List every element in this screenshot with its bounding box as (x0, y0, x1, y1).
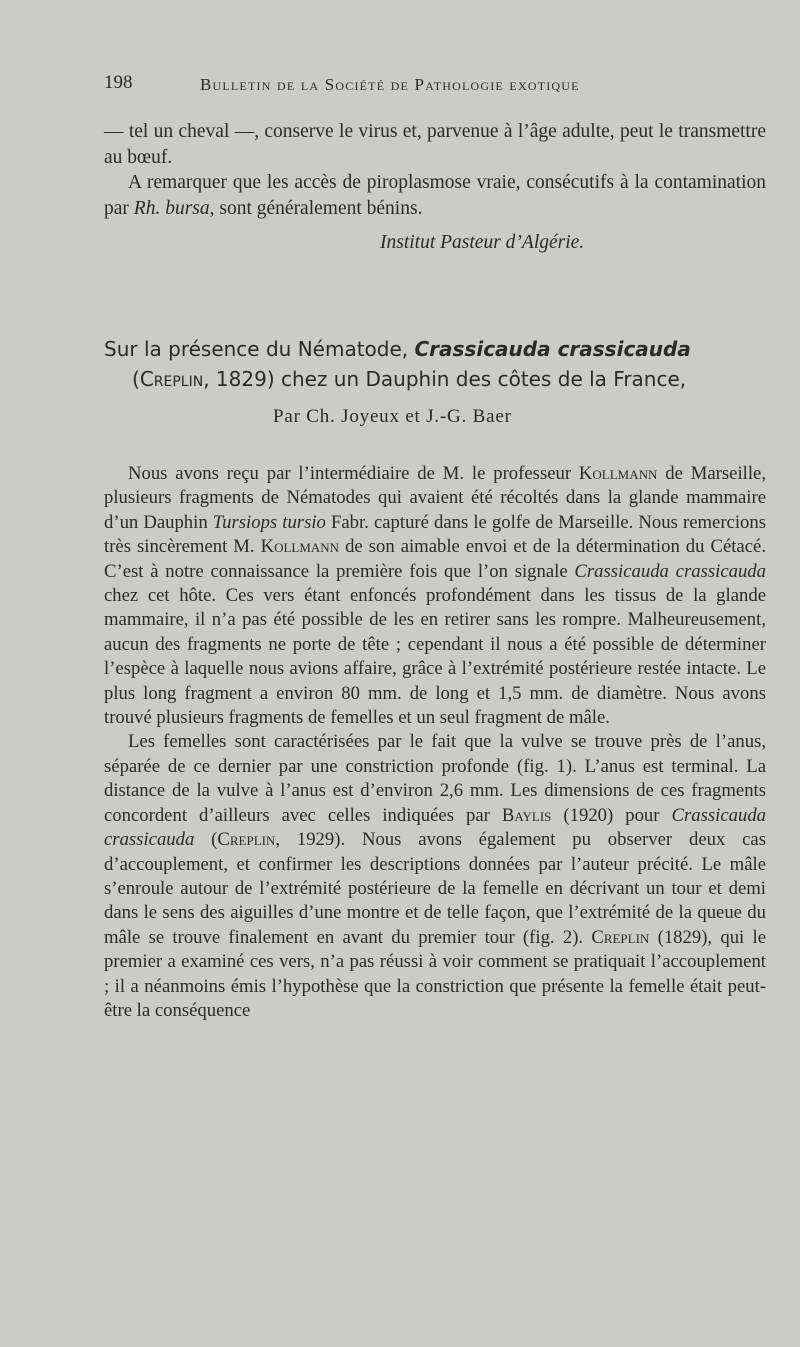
person-name: Kollmann (260, 536, 340, 558)
species-name: Crassicauda crassicauda (414, 337, 691, 361)
article-authors: Par Ch. Joyeux et J.-G. Baer (273, 406, 512, 427)
text: (1920) pour (551, 804, 672, 826)
paragraph-remark (104, 170, 766, 221)
body-paragraph-2 (104, 730, 766, 1023)
person-name: Creplin (217, 829, 276, 851)
article-title-line-1 (104, 337, 691, 361)
text: Les femelles sont caractérisées par le fait que la vulve se trouve près de l’anus, séparée de ce dernier par une constriction profonde (fig. 1). L’anus est terminal. La distance de la vulve à l’anus est d’environ 2,6 mm. Les dimensions de ces fragments concordent d’ailleurs avec celles indiquées par (104, 731, 766, 826)
paragraph-continuation: — tel un cheval —, conserve le virus et, parvenue à l’âge adulte, peut le transmettre au bœuf. (104, 121, 766, 168)
person-name: Kollmann (578, 463, 658, 484)
text: , 1929). Nous avons également pu observer deux cas d’accouplement, et confirmer les descriptions données par l’auteur précité. Le mâle s’enroule autour de l’extrémité postérieure de la femelle en décrivant un tour et demi dans le sens des aiguilles d’une montre et de telle façon, que l’extrémité de la queue du mâle se trouve finalement en avant du premier tour (fig. 2). (104, 829, 766, 948)
species-name: Crassicauda crassicauda (104, 804, 767, 851)
previous-article-ending (104, 119, 766, 221)
text: de son aimable envoi et de la détermination du Cétacé. C’est à notre connaissance la première fois que l’on signale (104, 536, 766, 582)
page-number: 198 (104, 72, 133, 93)
text: de Marseille, plusieurs fragments de Nématodes qui avaient été récoltés dans la glande mammaire d’un Dauphin (104, 463, 766, 533)
running-head: Bulletin de la Société de Pathologie exotique (200, 75, 580, 94)
text: , 1829) chez un Dauphin des côtes de la France, (203, 367, 687, 391)
person-name: Creplin (591, 926, 650, 948)
text: , sont généralement bénins. (209, 197, 423, 219)
author-name: Creplin (139, 367, 204, 391)
text: Fabr. capturé dans le golfe de Marseille. Nous remercions très sincèrement M. (104, 511, 766, 558)
text: ( (132, 367, 140, 391)
species-name: Rh. bursa (133, 197, 210, 219)
body-paragraph-1 (104, 462, 766, 730)
text: (1829), qui le premier a examiné ces vers, n’a pas réussi à voir comment se pratiquait l’accouplement ; il a néanmoins émis l’hypothèse que la constriction que présente la femelle était peut-être la conséquence (104, 926, 766, 1021)
person-name: Baylis (501, 804, 552, 826)
article-title-line-2 (132, 367, 686, 391)
article-body (104, 462, 766, 1023)
text: A remarquer que les accès de piroplasmose vraie, consécutifs à la contamination par (104, 172, 766, 219)
page-header (104, 72, 674, 102)
species-name: Tursiops tursio (212, 511, 326, 533)
text: chez cet hôte. Ces vers étant enfoncés profondément dans les tissus de la glande mammaire, il n’a pas été possible de les en retirer sans les rompre. Malheureusement, aucun des fragments ne porte de tête ; cependant il nous a été possible de déterminer l’espèce à laquelle nous avions affaire, grâce à l’extrémité postérieure restée intacte. Le plus long fragment a environ 80 mm. de long et 1,5 mm. de diamètre. Nous avons trouvé plusieurs fragments de femelles et un seul fragment de mâle. (104, 585, 766, 729)
text: ( (194, 829, 218, 851)
species-name: Crassicauda crassicauda (574, 560, 766, 582)
text: Nous avons reçu par l’intermédiaire de M. le professeur (128, 463, 579, 484)
text: Sur la présence du Nématode, (104, 337, 415, 361)
institution-signature: Institut Pasteur d’Algérie. (380, 232, 585, 253)
